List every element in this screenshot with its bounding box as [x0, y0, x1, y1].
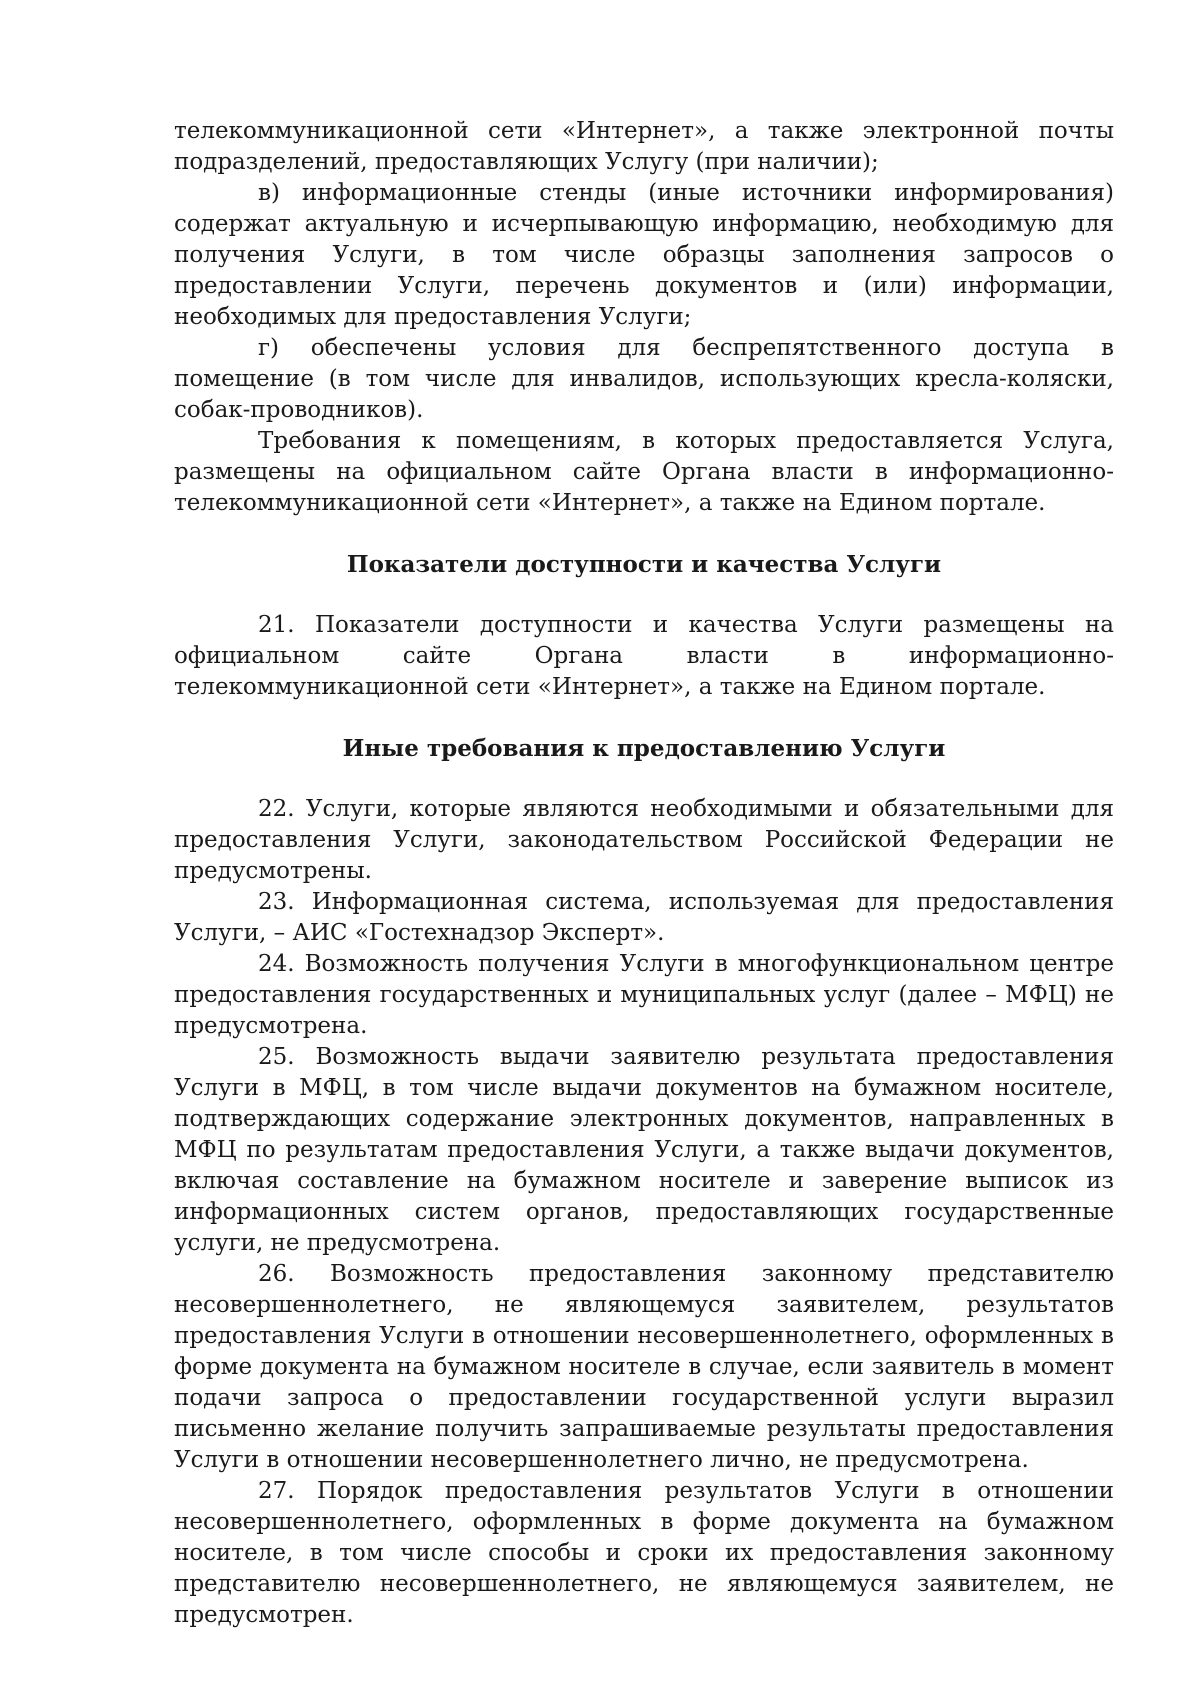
section-heading-other-requirements: Иные требования к предоставлению Услуги: [342, 735, 946, 762]
paragraph-27: 27. Порядок предоставления результатов Услуги в отношении несовершеннолетнего, оформленных в форме документа на бумажном носителе, в том числе способы и сроки их предоставления законному представителю несовершеннолетнего, не являющемуся заявителем, не предусмотрен.: [174, 1478, 1114, 1628]
document-body: [174, 116, 1114, 1631]
paragraph-premises-requirements: Требования к помещениям, в которых предоставляется Услуга, размещены на официальном сайте Органа власти в информационно-телекоммуникационной сети «Интернет», а также на Едином портале.: [174, 428, 1114, 516]
paragraph-26: 26. Возможность предоставления законному представителю несовершеннолетнего, не являющемуся заявителем, результатов предоставления Услуги в отношении несовершеннолетнего, оформленных в форме документа на бумажном носителе в случае, если заявитель в момент подачи запроса о предоставлении государственной услуги выразил письменно желание получить запрашиваемые результаты предоставления Услуги в отношении несовершеннолетнего лично, не предусмотрена.: [174, 1261, 1114, 1473]
spacer: [174, 764, 1114, 794]
spacer: [174, 703, 1114, 733]
paragraph-21: 21. Показатели доступности и качества Услуги размещены на официальном сайте Органа власти в информационно-телекоммуникационной сети «Интернет», а также на Едином портале.: [174, 612, 1114, 700]
paragraph-25: 25. Возможность выдачи заявителю результата предоставления Услуги в МФЦ, в том числе выдачи документов на бумажном носителе, подтверждающих содержание электронных документов, направленных в МФЦ по результатам предоставления Услуги, а также выдачи документов, включая составление на бумажном носителе и заверение выписок из информационных систем органов, предоставляющих государственные услуги, не предусмотрена.: [174, 1044, 1114, 1256]
paragraph-item-v: в) информационные стенды (иные источники информирования) содержат актуальную и исчерпывающую информацию, необходимую для получения Услуги, в том числе образцы заполнения запросов о предоставлении Услуги, перечень документов и (или) информации, необходимых для предоставления Услуги;: [174, 180, 1114, 330]
paragraph-continuation: телекоммуникационной сети «Интернет», а также электронной почты подразделений, предоставляющих Услугу (при наличии);: [174, 118, 1114, 175]
paragraph-24: 24. Возможность получения Услуги в многофункциональном центре предоставления государственных и муниципальных услуг (далее – МФЦ) не предусмотрена.: [174, 951, 1114, 1039]
spacer: [174, 580, 1114, 610]
spacer: [174, 519, 1114, 549]
section-heading-accessibility: Показатели доступности и качества Услуги: [346, 551, 942, 578]
paragraph-23: 23. Информационная система, используемая для предоставления Услуги, – АИС «Гостехнадзор Эксперт».: [174, 889, 1114, 946]
paragraph-item-g: г) обеспечены условия для беспрепятственного доступа в помещение (в том числе для инвалидов, использующих кресла-коляски, собак-проводников).: [174, 335, 1114, 423]
paragraph-22: 22. Услуги, которые являются необходимыми и обязательными для предоставления Услуги, законодательством Российской Федерации не предусмотрены.: [174, 796, 1114, 884]
